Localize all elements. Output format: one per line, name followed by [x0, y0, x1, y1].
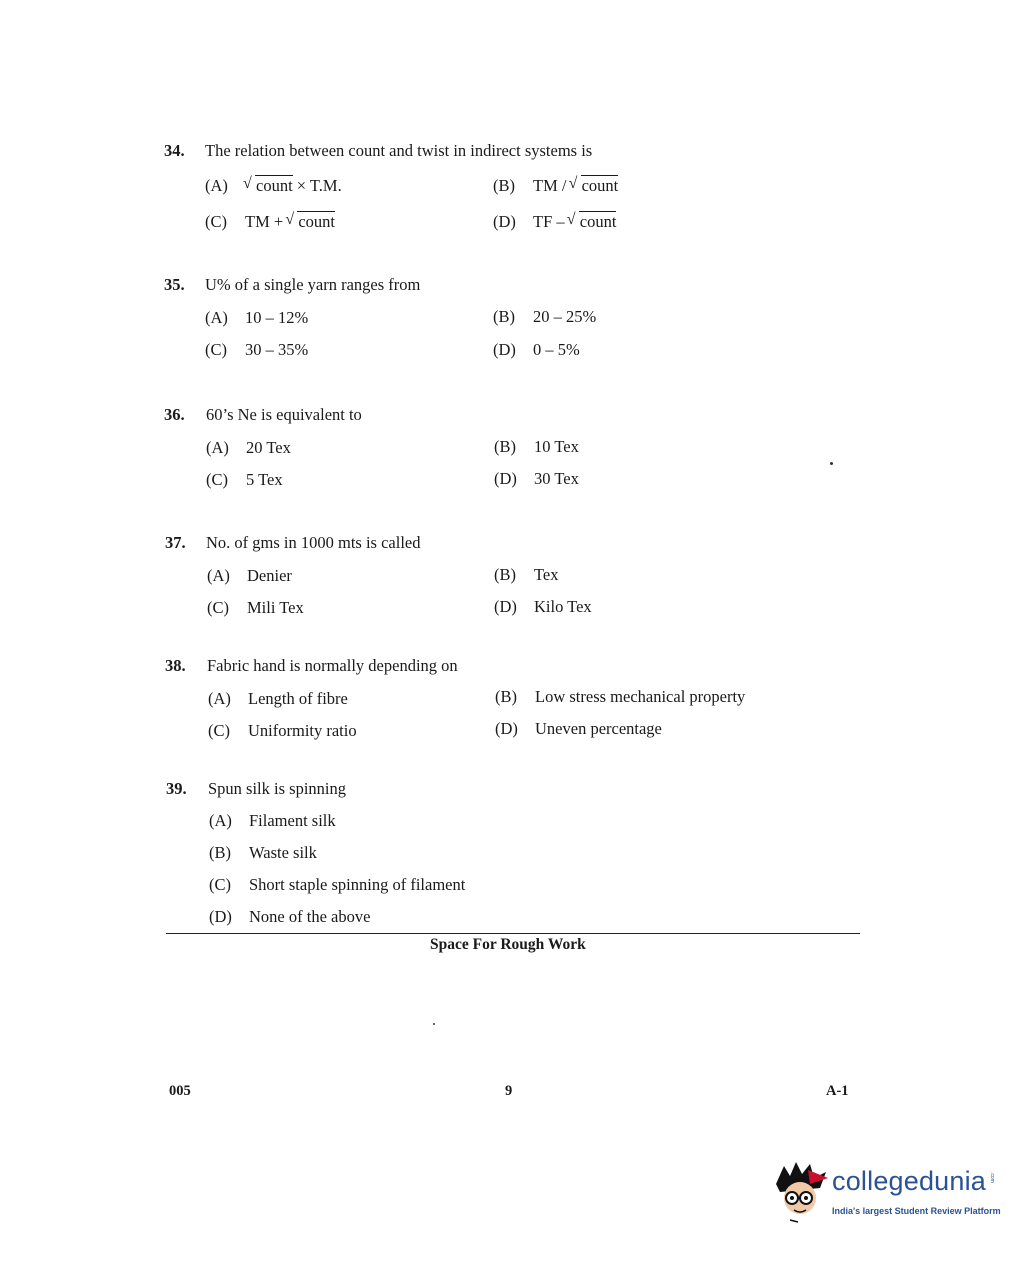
option-text: 30 Tex [534, 469, 579, 488]
option-a [207, 566, 292, 586]
option-label: (A) [205, 176, 228, 195]
question-text: No. of gms in 1000 mts is called [206, 533, 421, 552]
option-b [209, 843, 317, 863]
option-d [494, 469, 579, 489]
option-a [206, 438, 291, 458]
question-number: 38. [165, 656, 186, 675]
divider-line [166, 933, 860, 934]
option-text: 10 Tex [534, 437, 579, 456]
option-c [208, 721, 357, 741]
question-text: Fabric hand is normally depending on [207, 656, 458, 675]
footer-code: 005 [169, 1083, 191, 1099]
option-text: Filament silk [249, 811, 336, 830]
question-number: 37. [165, 533, 186, 552]
option-text: 20 Tex [246, 438, 291, 457]
option-text: 0 – 5% [533, 340, 580, 359]
option-label: (B) [495, 687, 517, 706]
option-b [494, 565, 559, 585]
square-root: √ count [569, 212, 617, 232]
footer-series: A-1 [826, 1083, 849, 1099]
rough-work-label: Space For Rough Work [430, 936, 586, 953]
option-d [495, 719, 662, 739]
option-b [493, 307, 596, 327]
option-d [494, 597, 592, 617]
option-text: None of the above [249, 907, 371, 926]
question-number: 36. [164, 405, 185, 424]
logo-com: .com [989, 1172, 995, 1183]
option-d [209, 907, 370, 927]
option-label: (B) [494, 565, 516, 584]
option-label: (B) [493, 176, 515, 195]
option-b [494, 437, 579, 457]
option-label: (A) [208, 689, 231, 708]
option-label: (B) [493, 307, 515, 326]
option-d: (D) TF – √ count [493, 212, 616, 232]
option-label: (C) [205, 212, 227, 231]
question-text: U% of a single yarn ranges from [205, 275, 421, 294]
option-label: (A) [207, 566, 230, 585]
option-c: (C) TM + √ count [205, 212, 335, 232]
question-number: 35. [164, 275, 185, 294]
option-a: (A)√ count × T.M. [205, 176, 342, 196]
option-d [493, 340, 580, 360]
option-c [206, 470, 283, 490]
option-text: 10 – 12% [245, 308, 309, 327]
option-label: (D) [495, 719, 518, 738]
option-b [495, 687, 745, 707]
option-label: (A) [205, 308, 228, 327]
option-a [209, 811, 336, 831]
option-label: (A) [206, 438, 229, 457]
option-text: Low stress mechanical property [535, 687, 746, 706]
mascot-icon [770, 1158, 830, 1224]
option-text: Mili Tex [247, 598, 304, 617]
option-label: (A) [209, 811, 232, 830]
option-text: Uniformity ratio [248, 721, 357, 740]
option-text: 5 Tex [246, 470, 283, 489]
option-a [205, 308, 308, 328]
option-c [205, 340, 308, 360]
option-text: Uneven percentage [535, 719, 662, 738]
option-label: (D) [493, 212, 516, 231]
option-c [209, 875, 465, 895]
collegedunia-logo [770, 1158, 1005, 1224]
option-a [208, 689, 348, 709]
option-text: Denier [247, 566, 292, 585]
scan-speck [433, 1023, 435, 1025]
option-text: Short staple spinning of filament [249, 875, 466, 894]
option-text: Tex [534, 565, 559, 584]
option-text: 20 – 25% [533, 307, 597, 326]
option-text: 30 – 35% [245, 340, 309, 359]
option-text: Kilo Tex [534, 597, 592, 616]
option-label: (C) [208, 721, 230, 740]
scan-speck [830, 462, 833, 465]
question-text: Spun silk is spinning [208, 779, 346, 798]
option-c [207, 598, 304, 618]
option-label: (C) [207, 598, 229, 617]
option-label: (B) [209, 843, 231, 862]
page-number: 9 [505, 1083, 513, 1099]
question-number: 34. [164, 141, 185, 160]
option-b: (B) TM / √ count [493, 176, 618, 196]
option-label: (D) [494, 469, 517, 488]
logo-tagline: India's largest Student Review Platform [832, 1206, 1001, 1216]
question-text: 60’s Ne is equivalent to [206, 405, 362, 424]
option-label: (C) [209, 875, 231, 894]
option-text: Waste silk [249, 843, 317, 862]
square-root: √ count [245, 176, 293, 196]
option-label: (D) [494, 597, 517, 616]
question-text: The relation between count and twist in indirect systems is [205, 141, 593, 160]
option-label: (B) [494, 437, 516, 456]
option-label: (D) [493, 340, 516, 359]
logo-wordmark: collegedunia [832, 1166, 987, 1196]
square-root: √ count [571, 176, 619, 196]
question-number: 39. [166, 779, 187, 798]
option-label: (C) [206, 470, 228, 489]
option-text: Length of fibre [248, 689, 348, 708]
option-label: (D) [209, 907, 232, 926]
option-label: (C) [205, 340, 227, 359]
square-root: √ count [287, 212, 335, 232]
